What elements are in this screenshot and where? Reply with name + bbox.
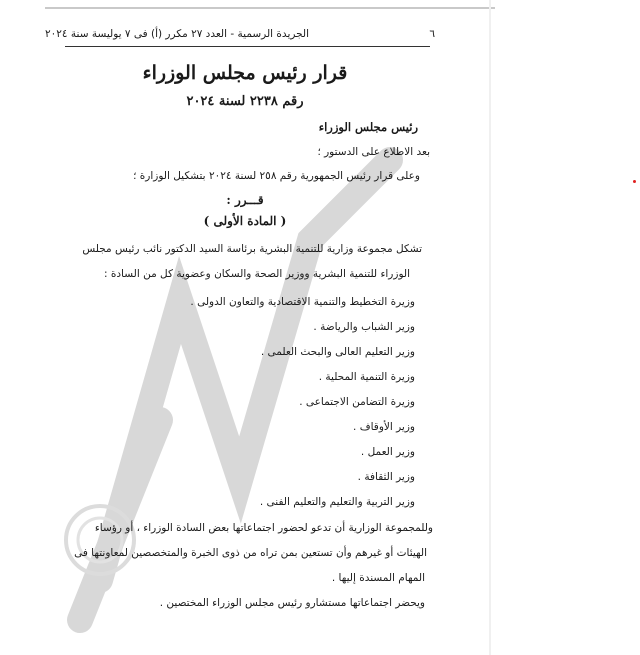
gazette-line: الجريدة الرسمية - العدد ٢٧ مكرر (أ) فى ٧ يوليسة سنة ٢٠٢٤: [45, 28, 310, 40]
gazette-header: [45, 28, 435, 46]
closing-line: المهام المسندة إليها .: [331, 572, 425, 584]
member-item: وزير التعليم العالى والبحث العلمى .: [260, 346, 415, 358]
decree-word: قـــرر :: [226, 193, 264, 207]
decree-number: رقم ٢٢٣٨ لسنة ٢٠٢٤: [186, 94, 304, 109]
page-edge: [489, 0, 491, 655]
decree-title: قرار رئيس مجلس الوزراء: [142, 62, 348, 84]
body-line: الوزراء للتنمية البشرية ووزير الصحة والسكان وعضوية كل من السادة :: [104, 268, 410, 280]
header-divider: [65, 46, 430, 47]
issuer: رئيس مجلس الوزراء: [318, 120, 418, 134]
member-item: وزيرة التخطيط والتنمية الاقتصادية والتعاون الدولى .: [190, 296, 415, 308]
member-item: وزير الشباب والرياضة .: [313, 321, 415, 333]
member-item: وزير العمل .: [360, 446, 415, 458]
member-item: وزير الثقافة .: [357, 471, 415, 483]
red-dot-mark: [633, 180, 636, 183]
member-item: وزير الأوقاف .: [353, 421, 415, 433]
closing-line: ويحضر اجتماعاتها مستشارو رئيس مجلس الوزراء المختصين .: [159, 597, 425, 609]
preamble-line: بعد الاطلاع على الدستور ؛: [317, 146, 430, 158]
article-heading: ( المادة الأولى ): [203, 214, 287, 228]
closing-line: وللمجموعة الوزارية أن تدعو لحضور اجتماعاتها بعض السادة الوزراء ، أو رؤساء: [94, 522, 433, 534]
member-item: وزيرة التنمية المحلية .: [318, 371, 415, 383]
closing-line: الهيئات أو غيرهم وأن تستعين بمن تراه من ذوى الخبرة والمتخصصين لمعاونتها فى: [74, 547, 427, 559]
page-number: ٦: [429, 28, 435, 40]
page-top-border: [45, 7, 495, 9]
member-item: وزيرة التضامن الاجتماعى .: [299, 396, 415, 408]
body-line: تشكل مجموعة وزارية للتنمية البشرية برئاسة السيد الدكتور نائب رئيس مجلس: [82, 243, 422, 255]
member-item: وزير التربية والتعليم والتعليم الفنى .: [259, 496, 415, 508]
preamble-line: وعلى قرار رئيس الجمهورية رقم ٢٥٨ لسنة ٢٠٢٤ بتشكيل الوزارة ؛: [133, 170, 420, 182]
